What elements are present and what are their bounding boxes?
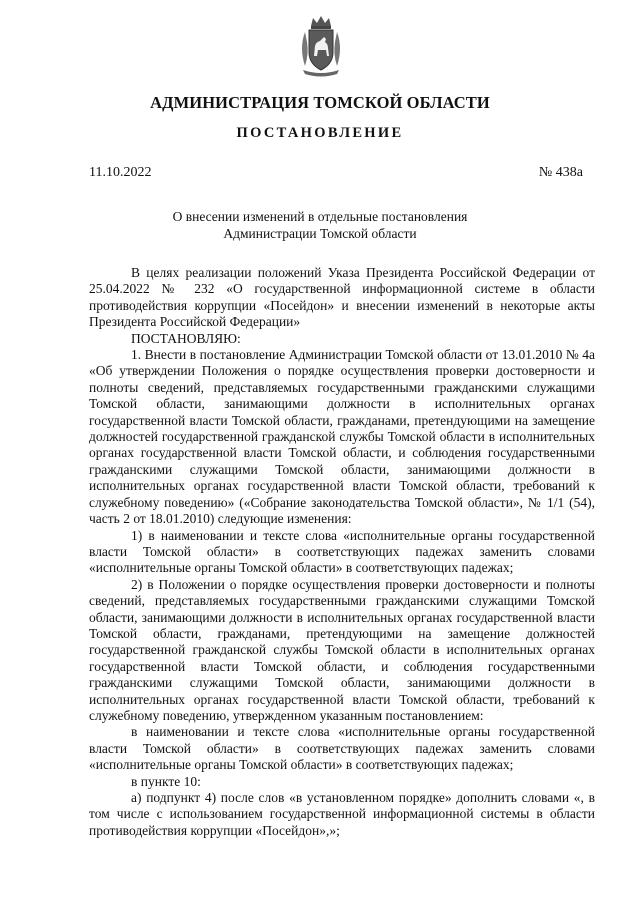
item-1-2-paragraph: 2) в Положении о порядке осуществления проверки достоверности и полноты сведений, представляемых государственными гражданскими служащими Томской области, занимающими должности в исполнительных органах государственной власти Томской области, гражданами, претендующими на замещение должностей государственной гражданской службы Томской области в исполнительных органах государственной власти Томской области, и соблюдения государственными гражданскими служащими Томской области, занимающими должности в исполнительных органах государственной власти Томской области, требований к служебному поведению, утвержденном указанным постановлением: (89, 576, 595, 723)
organization-title: АДМИНИСТРАЦИЯ ТОМСКОЙ ОБЛАСТИ (150, 93, 490, 112)
item-1-2-point-10-paragraph: в пункте 10: (131, 773, 201, 789)
item-1-1-paragraph: 1) в наименовании и тексте слова «исполнительные органы государственной власти Томской области» в соответствующих падежах заменить словами «исполнительные органы Томской области» в соответствующих падежах; (89, 527, 595, 576)
preamble-paragraph: В целях реализации положений Указа Президента Российской Федерации от 25.04.2022 № 232 «О государственной информационной системе в области противодействия коррупции «Посейдон» и внесении изменений в некоторые акты Президента Российской Федерации» (89, 265, 595, 330)
document-type: ПОСТАНОВЛЕНИЕ (236, 125, 404, 141)
document-body (89, 265, 595, 839)
item-1-2-rename-paragraph: в наименовании и тексте слова «исполнительные органы государственной власти Томской области» в соответствующих падежах заменить словами «исполнительные органы Томской области» в соответствующих падежах; (89, 724, 595, 773)
document-number: № 438а (538, 165, 583, 180)
item-1-paragraph: 1. Внести в постановление Администрации Томской области от 13.01.2010 № 4а «Об утверждении Положения о порядке осуществления проверки достоверности и полноты сведений, представляемых государственными гражданскими служащими Томской области, занимающими должности в исполнительных органах государственной власти Томской области, гражданами, претендующими на замещение должностей государственной гражданской службы Томской области в исполнительных органах государственной власти Томской области, и соблюдения государственными гражданскими служащими Томской области, занимающими должности в исполнительных органах государственной власти Томской области, требований к служебному поведению» («Собрание законодательства Томской области», № 1/1 (54), часть 2 от 18.01.2010) следующие изменения: (89, 347, 595, 527)
document-date: 11.10.2022 (89, 165, 152, 180)
subject-line-1: О внесении изменений в отдельные постановления (172, 209, 468, 224)
tomsk-oblast-coat-of-arms-icon (297, 14, 345, 78)
subject-line-2: Администрации Томской области (223, 226, 417, 241)
document-subject (0, 208, 640, 242)
item-1-2-subpoint-4-paragraph: а) подпункт 4) после слов «в установленном порядке» дополнить словами «, в том числе с использованием государственной информационной системы в области противодействия коррупции «Посейдон»,»; (89, 790, 595, 838)
resolve-heading: ПОСТАНОВЛЯЮ: (131, 330, 241, 346)
